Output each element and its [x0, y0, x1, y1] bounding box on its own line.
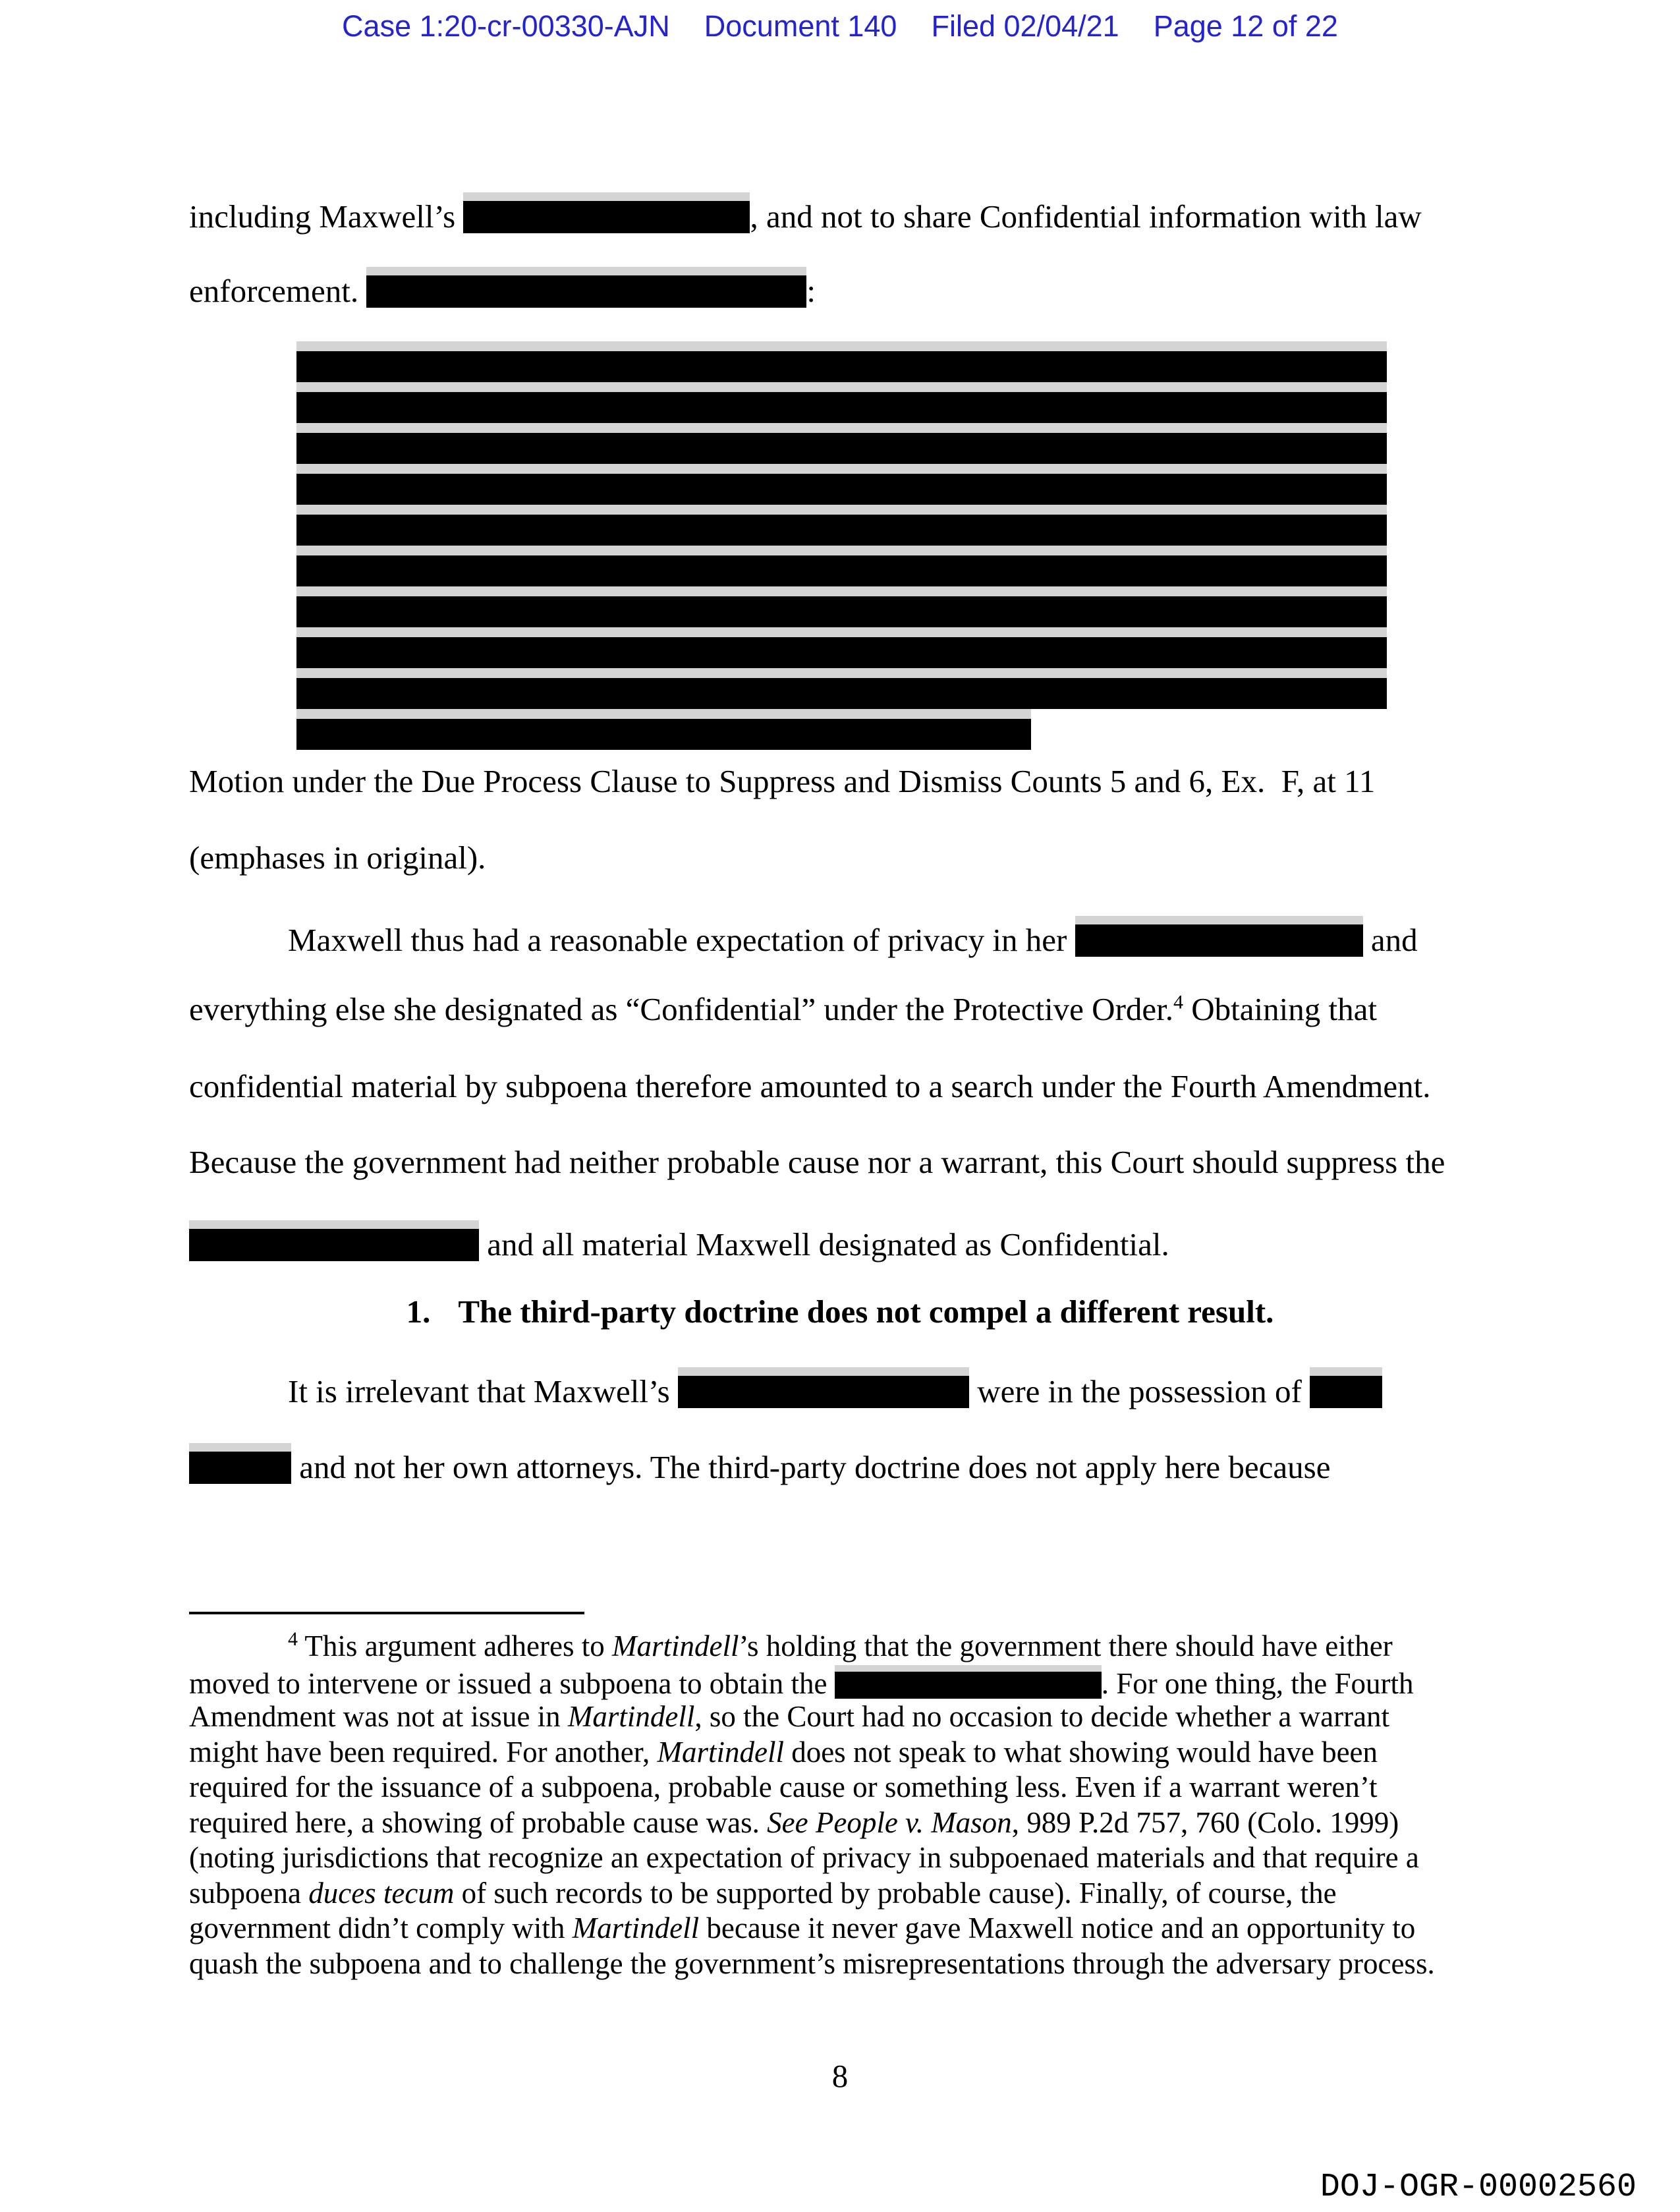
body-text: enforcement. — [189, 273, 367, 309]
paragraph3-line1 — [288, 1367, 1382, 1411]
footnote-text-italic: duces tecum — [308, 1877, 455, 1910]
body-text: everything else she designated as “Confidential” under the Protective Order. — [189, 991, 1173, 1027]
footnote-text: because it never gave Maxwell notice and an opportunity to — [699, 1912, 1416, 1944]
footnote-text-italic: Martindell — [572, 1912, 700, 1944]
body-text: (emphases in original). — [189, 839, 486, 876]
citation-line2 — [189, 839, 486, 877]
redaction-bar — [463, 192, 750, 233]
footnote-text: subpoena — [189, 1877, 309, 1910]
redaction-bar — [1310, 1367, 1382, 1408]
redaction-bar — [189, 1443, 291, 1484]
body-text: were in the possession of — [968, 1373, 1310, 1409]
case-header-stamp — [0, 10, 1680, 43]
footnote-text-italic: See People v. Mason — [767, 1806, 1012, 1839]
footnote-text-italic: Martindell — [567, 1700, 695, 1733]
paragraph1-line2 — [189, 267, 816, 310]
redaction-bar — [296, 464, 1387, 505]
heading-number: 1. — [406, 1293, 431, 1330]
footnote-text: ’s holding that the government there should have either — [739, 1630, 1393, 1662]
redaction-bar — [296, 546, 1387, 586]
footnote-line7 — [189, 1841, 1419, 1874]
paragraph3-line2 — [189, 1443, 1330, 1487]
footnote-line5 — [189, 1771, 1378, 1803]
footnote-text: of such records to be supported by probable cause). Finally, of course, the — [454, 1877, 1337, 1910]
body-text: confidential material by subpoena therefore amounted to a search under the Fourth Amendment. — [189, 1068, 1431, 1104]
footnote-line6 — [189, 1806, 1399, 1839]
body-text: Maxwell thus had a reasonable expectation of privacy in her — [288, 922, 1075, 958]
paragraph2-line4 — [189, 1143, 1445, 1181]
redaction-bar — [296, 586, 1387, 627]
body-text: : — [806, 273, 816, 309]
paragraph2-line5 — [189, 1220, 1169, 1264]
citation-line1 — [189, 762, 1375, 801]
redaction-bar — [296, 505, 1387, 546]
footnote-text-italic: Martindell — [611, 1630, 739, 1662]
redaction-bar — [835, 1665, 1102, 1699]
redaction-bar — [189, 1220, 479, 1261]
redaction-bar — [366, 267, 806, 308]
redaction-bar — [1075, 916, 1363, 957]
footnote-number: 4 — [288, 1628, 298, 1650]
paragraph2-line2 — [189, 990, 1377, 1029]
page-number: 8 — [831, 2058, 849, 2094]
footnote-text: government didn’t comply with — [189, 1912, 573, 1944]
redaction-bar — [296, 668, 1387, 709]
footnote-line8 — [189, 1877, 1337, 1910]
body-text: Motion under the Due Process Clause to Suppress and Dismiss Counts 5 and 6, Ex. F, at 11 — [189, 763, 1376, 799]
body-text: Obtaining that — [1183, 991, 1377, 1027]
footnote-text: , so the Court had no occasion to decide whether a warrant — [694, 1700, 1390, 1733]
bates-number: DOJ-OGR-00002560 — [1320, 2169, 1637, 2206]
footnote-text: (noting jurisdictions that recognize an expectation of privacy in subpoenaed materials and that require a — [189, 1841, 1419, 1874]
paragraph2-line3 — [189, 1067, 1431, 1106]
heading-text: The third-party doctrine does not compel a different result. — [458, 1293, 1274, 1330]
paragraph1-line1 — [189, 192, 1422, 236]
footnote-text: required here, a showing of probable cause was. — [189, 1806, 768, 1839]
footnote-text: quash the subpoena and to challenge the government’s misrepresentations through the adversary process. — [189, 1947, 1435, 1980]
footnote-text-italic: Martindell — [657, 1736, 784, 1769]
redaction-bar — [678, 1367, 969, 1408]
footnote-line9 — [189, 1912, 1415, 1944]
footnote-text: , 989 P.2d 757, 760 (Colo. 1999) — [1011, 1806, 1399, 1839]
body-text: and — [1362, 922, 1418, 958]
footnote-separator — [189, 1612, 584, 1614]
redaction-bar — [296, 382, 1387, 423]
body-text: , and not to share Confidential information with law — [750, 198, 1422, 235]
footnote-reference: 4 — [1173, 991, 1183, 1013]
stamp-document: Document 140 — [704, 9, 897, 43]
footnote-line3 — [189, 1700, 1389, 1733]
redaction-bar — [296, 709, 1031, 750]
redaction-bar — [296, 423, 1387, 464]
stamp-page: Page 12 of 22 — [1153, 9, 1338, 43]
footnote-text: moved to intervene or issued a subpoena to obtain the — [189, 1667, 835, 1700]
footnote-text: might have been required. For another, — [189, 1736, 658, 1769]
body-text: including Maxwell’s — [189, 198, 464, 235]
body-text: and all material Maxwell designated as Confidential. — [479, 1226, 1169, 1262]
footnote-text: required for the issuance of a subpoena, probable cause or something less. Even if a warrant weren’t — [189, 1771, 1378, 1803]
paragraph2-line1 — [288, 916, 1418, 959]
footnote-line10 — [189, 1947, 1435, 1980]
footnote-text: . For one thing, the Fourth — [1101, 1667, 1414, 1700]
footnote-text: This argument adheres to — [298, 1630, 612, 1662]
stamp-filed: Filed 02/04/21 — [931, 9, 1119, 43]
redaction-bar — [296, 627, 1387, 668]
body-text: Because the government had neither probable cause nor a warrant, this Court should suppress the — [189, 1144, 1445, 1180]
footnote-line2 — [189, 1665, 1414, 1700]
stamp-case: Case 1:20-cr-00330-AJN — [342, 9, 670, 43]
redaction-bar — [296, 341, 1387, 382]
body-text: and not her own attorneys. The third-party doctrine does not apply here because — [291, 1449, 1331, 1485]
body-text: It is irrelevant that Maxwell’s — [288, 1373, 678, 1409]
footnote-line1 — [288, 1630, 1393, 1662]
footnote-text: Amendment was not at issue in — [189, 1700, 568, 1733]
section-heading — [189, 1293, 1491, 1331]
footnote-text: does not speak to what showing would have been — [783, 1736, 1378, 1769]
footnote-line4 — [189, 1736, 1378, 1769]
